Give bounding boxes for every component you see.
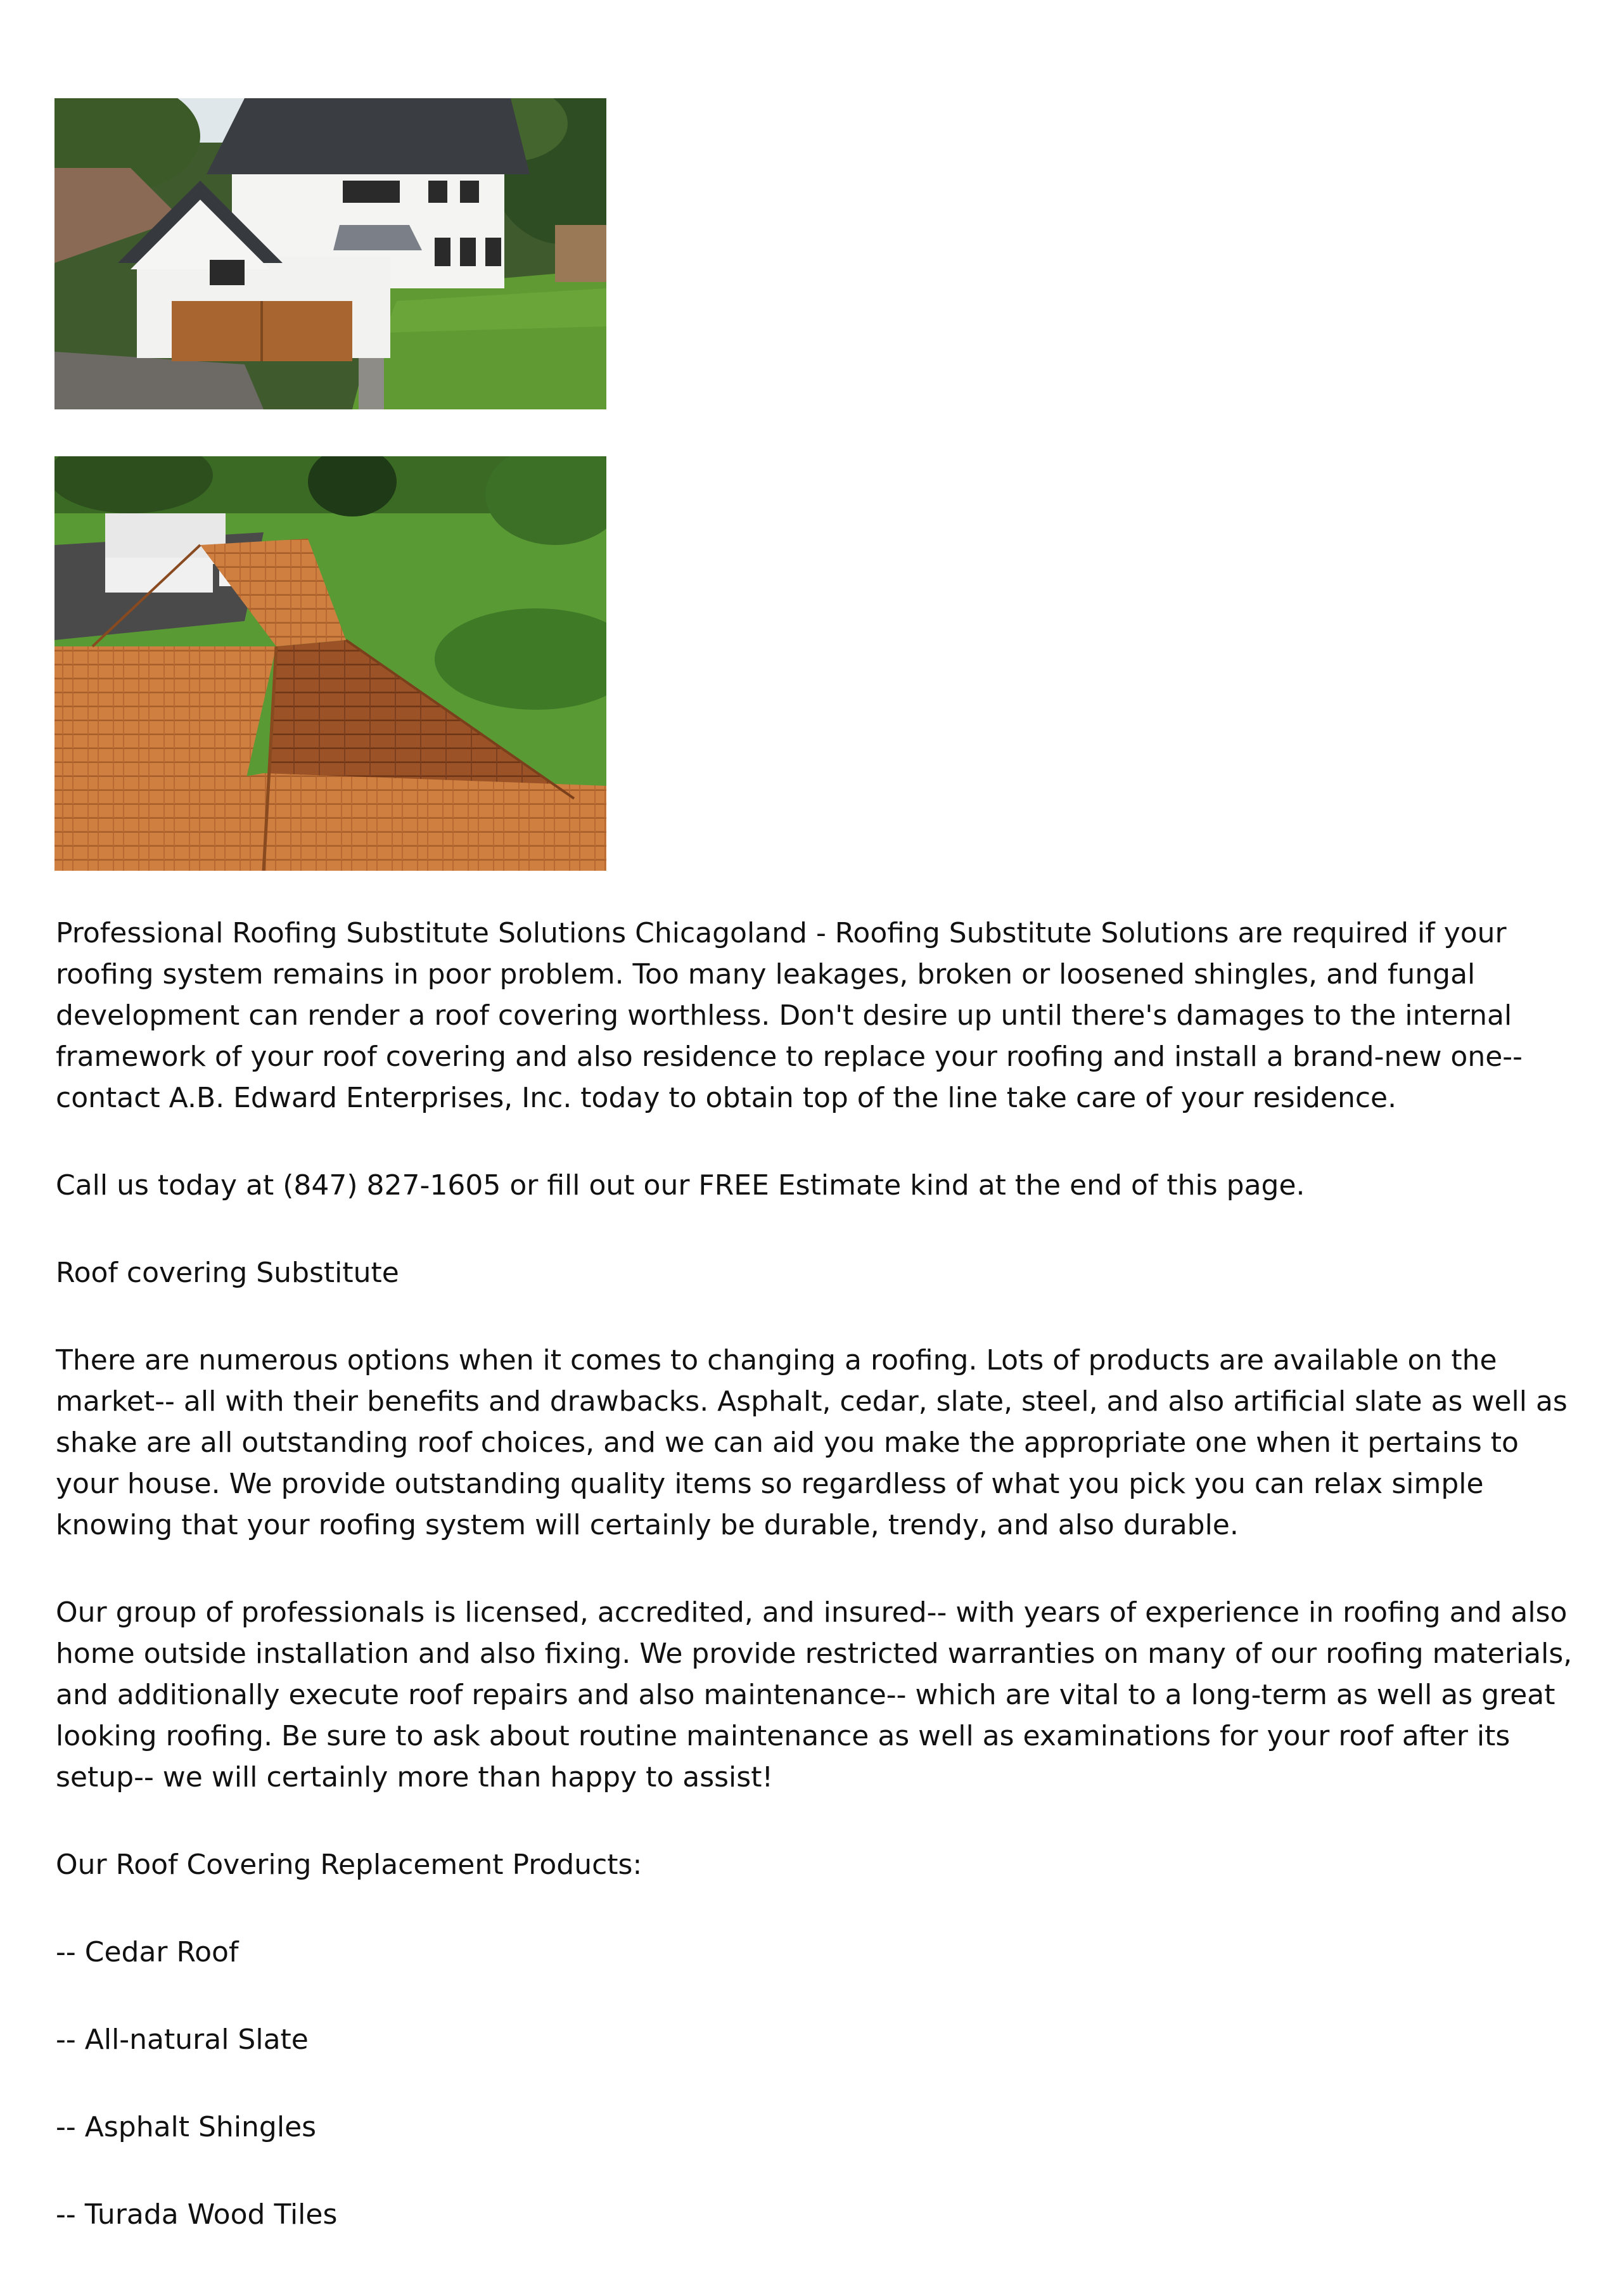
product-item-cedar: -- Cedar Roof bbox=[56, 1936, 239, 1968]
product-item-slate: -- All-natural Slate bbox=[56, 2023, 309, 2056]
team-paragraph: Our group of professionals is licensed, accredited, and insured-- with years of experience in roofing and also home outside installation and also fixing. We provide restricted warranties on many of our roofing materials, and additionally execute roof repairs and also maintenance-- which are vital to a long-term as well as great looking roofing. Be sure to ask about routine maintenance as well as examinations for your roof after its setup-- we will certainly more than happy to assist! bbox=[56, 1596, 1573, 1793]
options-paragraph: There are numerous options when it comes to changing a roofing. Lots of products are available on the market-- all with their benefits and drawbacks. Asphalt, cedar, slate, steel, and also artificial slate as well as shake are all outstanding roof choices, and we can aid you make the appropriate one when it pertains to your house. We provide outstanding quality items so regardless of what you pick you can relax simple knowing that your roofing system will certainly be durable, trendy, and also durable. bbox=[56, 1344, 1568, 1541]
house-photo bbox=[54, 98, 606, 409]
call-to-action-paragraph: Call us today at (847) 827-1605 or fill out our FREE Estimate kind at the end of this page. bbox=[56, 1169, 1305, 1202]
cedar-roof-photo bbox=[54, 456, 606, 871]
house-photo-illustration bbox=[54, 98, 606, 409]
section-heading: Roof covering Substitute bbox=[56, 1257, 399, 1289]
intro-paragraph: Professional Roofing Substitute Solutions Chicagoland - Roofing Substitute Solutions are required if your roofing system remains in poor problem. Too many leakages, broken or loosened shingles, and fungal development can render a roof covering worthless. Don't desire up until there's damages to the internal framework of your roof covering and also residence to replace your roofing and install a brand-new one-- contact A.B. Edward Enterprises, Inc. today to obtain top of the line take care of your residence. bbox=[56, 917, 1523, 1114]
products-heading: Our Roof Covering Replacement Products: bbox=[56, 1849, 642, 1881]
cedar-roof-photo-illustration bbox=[54, 456, 606, 871]
article-body bbox=[56, 913, 1589, 2281]
product-item-wood-tiles: -- Turada Wood Tiles bbox=[56, 2198, 338, 2231]
product-item-asphalt: -- Asphalt Shingles bbox=[56, 2111, 317, 2143]
